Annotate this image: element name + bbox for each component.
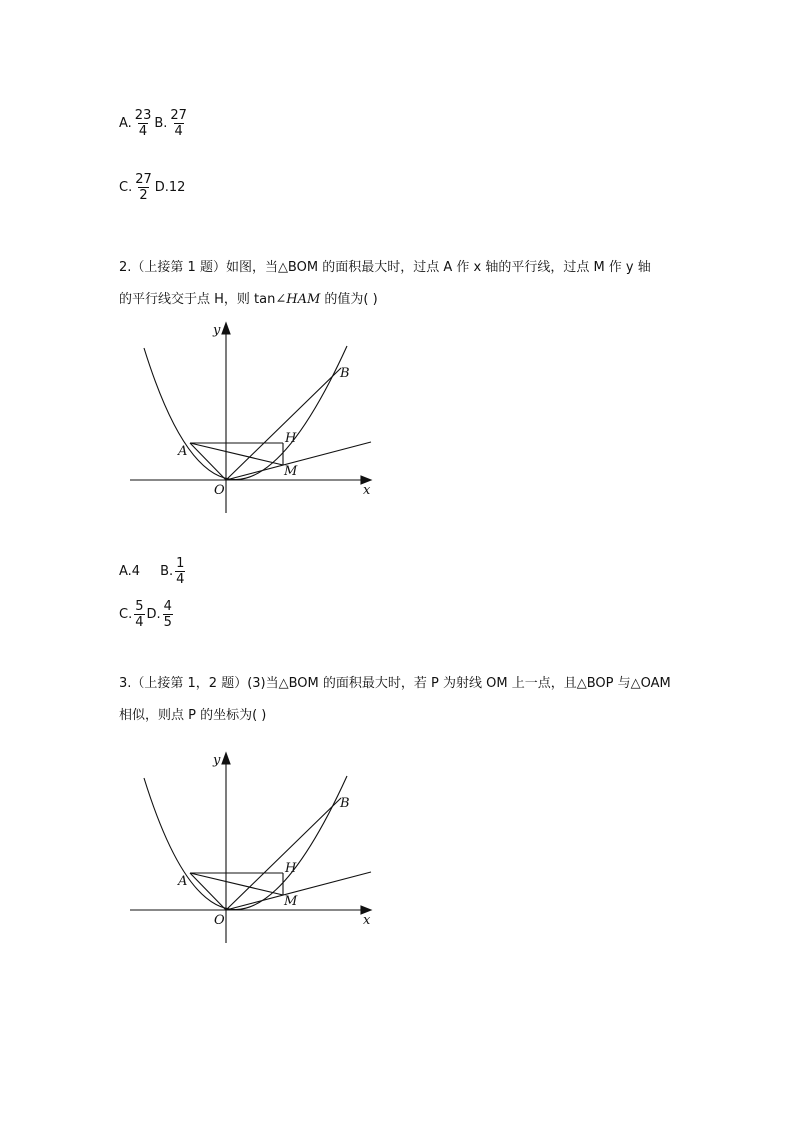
ray-om bbox=[226, 442, 371, 480]
line-am bbox=[190, 873, 283, 895]
q1-option-a-label: A. bbox=[119, 115, 132, 131]
label-y: y bbox=[213, 323, 221, 338]
q2-option-c-label: C. bbox=[119, 606, 133, 622]
line-ao bbox=[190, 443, 226, 480]
y-axis-arrow-icon bbox=[222, 323, 230, 334]
q2-stem-line2 bbox=[119, 290, 378, 310]
q2-option-d-fraction: $\frac{4}{5}$ bbox=[163, 599, 172, 630]
q3-figure bbox=[125, 748, 380, 948]
q1-option-a-fraction: $\frac{23}{4}$ bbox=[134, 108, 152, 139]
q1-options-cd bbox=[119, 172, 185, 203]
q1-option-c-label: C. bbox=[119, 179, 133, 195]
q2-option-b-fraction: $\frac{1}{4}$ bbox=[176, 556, 185, 587]
q2-option-d-label: D. bbox=[146, 606, 161, 622]
q2-options-cd bbox=[119, 599, 175, 630]
label-a: A bbox=[178, 874, 188, 889]
q1-options-ab bbox=[119, 108, 190, 139]
q1-option-d: D.12 bbox=[154, 179, 186, 195]
label-x: x bbox=[363, 913, 371, 928]
y-axis-arrow-icon bbox=[222, 753, 230, 764]
label-x: x bbox=[363, 483, 371, 498]
label-h: H bbox=[285, 861, 297, 876]
q2-stem-angle: ∠HAM bbox=[275, 292, 321, 307]
label-b: B bbox=[340, 366, 350, 381]
label-y: y bbox=[213, 753, 221, 768]
q1-option-c-fraction: $\frac{27}{2}$ bbox=[135, 172, 152, 203]
q2-figure bbox=[125, 318, 380, 518]
label-o: O bbox=[214, 913, 225, 928]
q2-stem-line2-pre: 的平行线交于点 H，则 tan bbox=[119, 292, 276, 307]
label-o: O bbox=[214, 483, 225, 498]
label-h: H bbox=[285, 431, 297, 446]
q2-stem-line1: 2.（上接第 1 题）如图，当△BOM 的面积最大时，过点 A 作 x 轴的平行线，过点 M 作 y 轴 bbox=[119, 260, 651, 275]
q2-option-a: A.4 bbox=[119, 563, 141, 579]
label-m: M bbox=[284, 894, 298, 909]
parabola bbox=[144, 776, 347, 910]
line-am bbox=[190, 443, 283, 465]
ray-om bbox=[226, 872, 371, 910]
q2-options-ab bbox=[119, 556, 187, 587]
line-ao bbox=[190, 873, 226, 910]
q1-option-b-fraction: $\frac{27}{4}$ bbox=[170, 108, 187, 139]
q2-option-b-label: B. bbox=[160, 563, 174, 579]
q2-option-c-fraction: $\frac{5}{4}$ bbox=[135, 599, 144, 630]
q3-stem-line2: 相似，则点 P 的坐标为( ) bbox=[119, 708, 267, 723]
q3-stem-line1: 3.（上接第 1，2 题）(3)当△BOM 的面积最大时，若 P 为射线 OM 上一点，且△BOP 与△OAM bbox=[119, 676, 671, 691]
q2-stem-line2-post: 的值为( ) bbox=[320, 292, 378, 307]
q1-option-b-label: B. bbox=[154, 115, 168, 131]
label-b: B bbox=[340, 796, 350, 811]
parabola bbox=[144, 346, 347, 480]
label-m: M bbox=[284, 464, 298, 479]
label-a: A bbox=[178, 444, 188, 459]
